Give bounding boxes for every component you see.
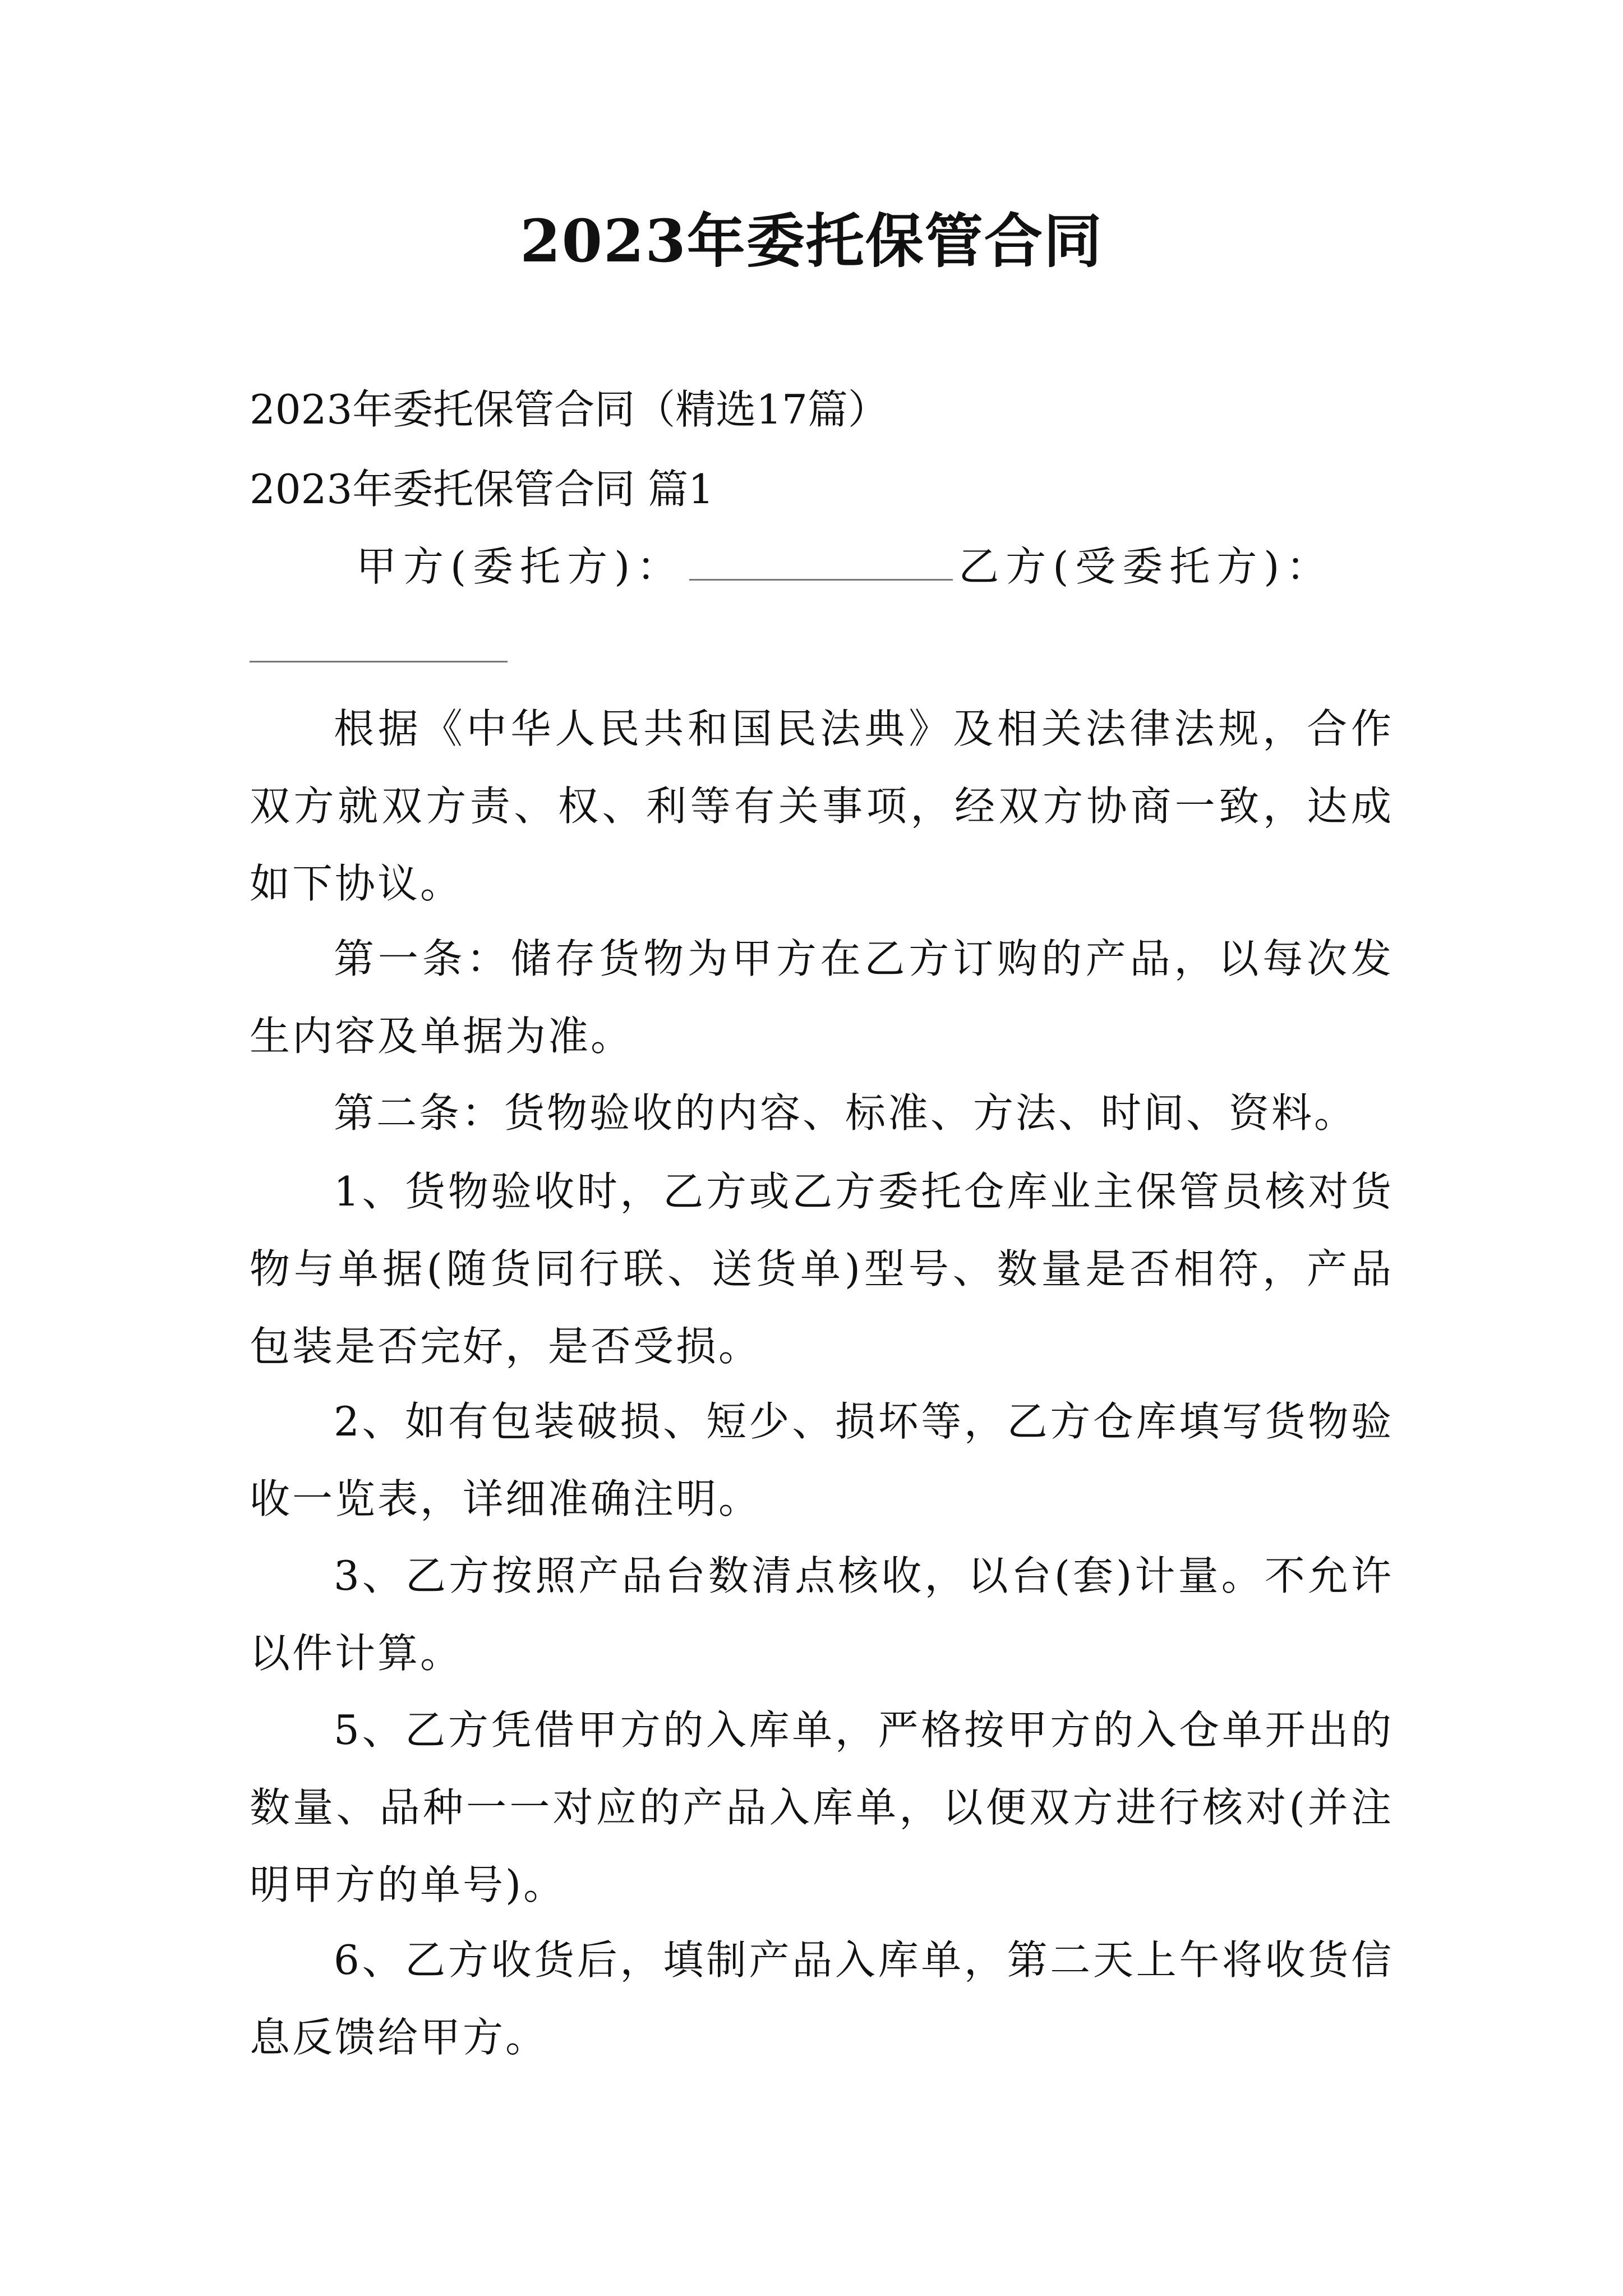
paragraph-item-5: 5、乙方凭借甲方的入库单，严格按甲方的入仓单开出的数量、品种一一对应的产品入库单，以便双方进行核对(并注明甲方的单号)。 <box>250 1706 1394 1908</box>
subtitle-part: 2023年委托保管合同 篇1 <box>250 466 714 513</box>
paragraph-item-2: 2、如有包装破损、短少、损坏等，乙方仓库填写货物验收一览表，详细准确注明。 <box>250 1398 1394 1522</box>
paragraph-intro: 根据《中华人民共和国民法典》及相关法律法规，合作双方就双方责、权、利等有关事项，经双方协商一致，达成如下协议。 <box>250 705 1394 907</box>
party-line <box>356 539 1534 595</box>
document-title: 2023年委托保管合同 <box>520 206 1103 275</box>
paragraph-item-1: 1、货物验收时，乙方或乙方委托仓库业主保管员核对货物与单据(随货同行联、送货单)型号、数量是否相符，产品包装是否完好，是否受损。 <box>250 1168 1394 1370</box>
paragraph-item-3: 3、乙方按照产品台数清点核收，以台(套)计量。不允许以件计算。 <box>250 1552 1394 1677</box>
paragraph-article-2: 第二条：货物验收的内容、标准、方法、时间、资料。 <box>334 1089 1357 1137</box>
paragraph-article-1: 第一条：储存货物为甲方在乙方订购的产品，以每次发生内容及单据为准。 <box>250 935 1394 1060</box>
party-b-blank <box>250 661 508 662</box>
party-a-blank <box>689 577 953 581</box>
party-b-label: 乙方(受委托方)： <box>958 543 1334 590</box>
paragraph-item-6: 6、乙方收货后，填制产品入库单，第二天上午将收货信息反馈给甲方。 <box>250 1936 1394 2061</box>
party-a-label: 甲方(委托方)： <box>356 543 684 590</box>
subtitle-collection: 2023年委托保管合同（精选17篇） <box>250 386 888 433</box>
